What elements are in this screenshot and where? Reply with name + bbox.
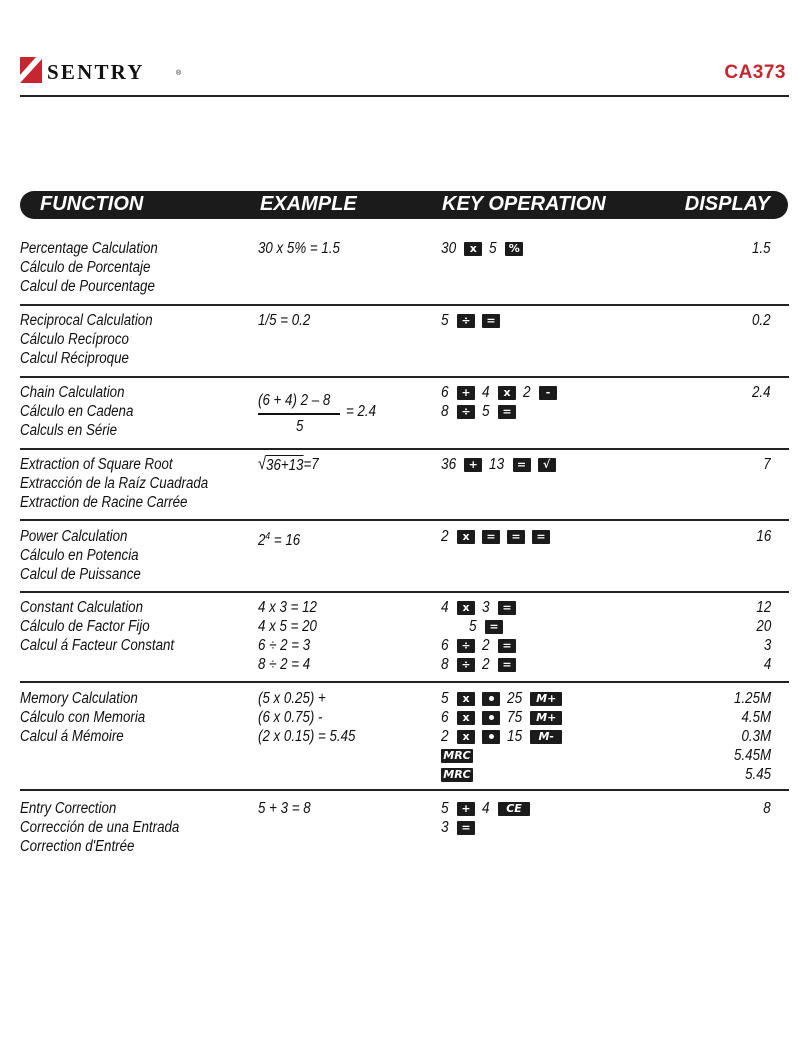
function-name: Cálculo Recíproco: [20, 331, 129, 348]
example: [258, 689, 371, 746]
function-name: Cálculo en Potencia: [20, 547, 139, 564]
function-name: Percentage Calculation: [20, 240, 158, 257]
function-name: Reciprocal Calculation: [20, 312, 153, 329]
table-row: [20, 455, 789, 535]
display-values: [762, 799, 771, 818]
fraction-result: = 2.4: [346, 403, 377, 420]
key-sequence-line: [441, 727, 569, 746]
function-names: [20, 689, 166, 746]
key-sequence-line: [441, 765, 569, 784]
key-digits: 4: [482, 383, 490, 401]
example-line: 6 ÷ 2 = 3: [258, 637, 311, 654]
divide-key: ÷: [457, 658, 475, 672]
example: [258, 239, 353, 258]
display-values: [728, 689, 771, 784]
divide-key: ÷: [457, 314, 475, 328]
table-row: [20, 311, 789, 391]
function-names: [20, 527, 160, 584]
example: [258, 799, 319, 818]
key-digits: 3: [482, 598, 490, 616]
decimal-key: [482, 711, 500, 725]
key-digits: 6: [441, 636, 449, 654]
function-name: Calcul de Puissance: [20, 566, 141, 583]
decimal-key: [482, 692, 500, 706]
example-line: 1/5 = 0.2: [258, 312, 311, 329]
equals-key: =: [513, 458, 531, 472]
display-value: 7: [763, 456, 771, 473]
display-value: 4: [763, 656, 771, 673]
function-name: Extracción de la Raíz Cuadrada: [20, 475, 209, 492]
sqrt-radical: √: [258, 454, 267, 473]
function-name: Extraction de Racine Carrée: [20, 494, 188, 511]
key-operation: [441, 527, 557, 546]
header-divider: [20, 95, 789, 97]
plus-key: +: [464, 458, 482, 472]
function-names: [20, 455, 239, 512]
display-value: 4.5M: [741, 709, 771, 726]
sqrt-key: √: [538, 458, 556, 472]
equals-key: =: [532, 530, 550, 544]
divide-key: ÷: [457, 405, 475, 419]
example-fraction: [258, 391, 398, 435]
key-sequence-line: [441, 527, 557, 546]
key-digits: 5: [441, 311, 449, 329]
memory-plus-key: M+: [530, 692, 562, 706]
key-sequence-line: [441, 598, 523, 617]
key-operation: [441, 455, 563, 474]
key-digits: 2: [523, 383, 531, 401]
function-names: [20, 799, 205, 856]
key-digits: 8: [441, 655, 449, 673]
function-name: Calcul á Mémoire: [20, 728, 124, 745]
multiply-key: x: [457, 530, 475, 544]
key-sequence-line: [441, 383, 564, 402]
equals-key: =: [498, 658, 516, 672]
fraction-bar: [258, 413, 340, 415]
header-example: EXAMPLE: [260, 193, 357, 215]
key-operation: [441, 239, 530, 258]
key-sequence-line: [441, 689, 569, 708]
key-digits: 5: [441, 799, 449, 817]
key-digits: 5: [482, 402, 490, 420]
equals-key: =: [498, 601, 516, 615]
display-values: [749, 239, 771, 258]
display-value: 16: [756, 528, 771, 545]
plus-key: +: [457, 386, 475, 400]
table-row: [20, 383, 789, 463]
key-digits: 8: [441, 402, 449, 420]
header-key-operation: KEY OPERATION: [442, 193, 606, 215]
fraction-denominator: 5: [296, 418, 304, 435]
row-divider: [20, 519, 789, 521]
percent-key: %: [505, 242, 523, 256]
table-row: [20, 689, 789, 783]
key-sequence-line: [441, 617, 523, 636]
function-name: Entry Correction: [20, 800, 117, 817]
example-line: 8 ÷ 2 = 4: [258, 656, 311, 673]
memory-recall-key: MRC: [441, 768, 473, 782]
multiply-key: x: [457, 730, 475, 744]
example-line: 4 x 5 = 20: [258, 618, 317, 635]
equals-key: =: [507, 530, 525, 544]
row-divider: [20, 304, 789, 306]
example-sqrt: [258, 455, 319, 475]
function-name: Extraction of Square Root: [20, 456, 173, 473]
power-result: = 16: [270, 532, 301, 550]
display-value: 2.4: [752, 384, 771, 401]
power-base: 2: [258, 532, 266, 550]
display-value: 12: [756, 599, 771, 616]
example-power: [258, 527, 300, 550]
equals-key: =: [482, 530, 500, 544]
decimal-dot-icon: [489, 715, 494, 720]
model-number: CA373: [724, 62, 786, 83]
equals-key: =: [498, 639, 516, 653]
function-names: [20, 383, 152, 440]
key-digits: 30: [441, 239, 457, 257]
key-digits: 5: [489, 239, 497, 257]
key-digits: 4: [482, 799, 490, 817]
function-names: [20, 598, 199, 655]
key-digits: 15: [507, 727, 523, 745]
table-row: [20, 799, 789, 879]
function-names: [20, 239, 180, 296]
sqrt-radicand: 36+13: [266, 457, 304, 474]
display-values: [749, 383, 771, 402]
function-name: Chain Calculation: [20, 384, 125, 401]
decimal-key: [482, 730, 500, 744]
display-value: 3: [763, 637, 771, 654]
display-value: 1.5: [752, 240, 771, 257]
power-exponent: 4: [265, 531, 271, 542]
example: [258, 311, 319, 330]
key-operation: [441, 383, 564, 421]
key-sequence-line: [441, 746, 569, 765]
plus-key: +: [457, 802, 475, 816]
example-line: 4 x 3 = 12: [258, 599, 317, 616]
key-digits: 25: [507, 689, 523, 707]
display-values: [754, 598, 771, 674]
function-name: Calcul Réciproque: [20, 350, 129, 367]
multiply-key: x: [498, 386, 516, 400]
function-name: Correction d'Entrée: [20, 838, 135, 855]
decimal-dot-icon: [489, 696, 494, 701]
equals-key: =: [498, 405, 516, 419]
key-sequence-line: [441, 818, 537, 837]
multiply-key: x: [464, 242, 482, 256]
function-name: Cálculo en Cadena: [20, 403, 134, 420]
row-divider: [20, 591, 789, 593]
sqrt-result: =7: [303, 456, 319, 473]
function-name: Cálculo de Porcentaje: [20, 259, 151, 276]
key-sequence-line: [441, 239, 530, 258]
header-function: FUNCTION: [40, 193, 144, 215]
key-digits: 36: [441, 455, 457, 473]
key-digits: 6: [441, 708, 449, 726]
display-values: [749, 311, 771, 330]
example-line: 30 x 5% = 1.5: [258, 240, 340, 257]
key-operation: [441, 799, 537, 837]
function-name: Cálculo con Memoria: [20, 709, 146, 726]
key-sequence-line: [441, 799, 537, 818]
header-display: DISPLAY: [684, 193, 770, 215]
key-sequence-line: [441, 455, 563, 474]
key-digits: 2: [482, 655, 490, 673]
table-header: [20, 191, 788, 219]
memory-recall-key: MRC: [441, 749, 473, 763]
key-digits: 5: [469, 617, 477, 635]
function-name: Cálculo de Factor Fijo: [20, 618, 150, 635]
memory-plus-key: M+: [530, 711, 562, 725]
key-operation: [441, 598, 523, 674]
display-value: 5.45M: [733, 747, 771, 764]
example-line: 5 + 3 = 8: [258, 800, 311, 817]
function-name: Calculs en Série: [20, 422, 118, 439]
key-sequence-line: [441, 311, 507, 330]
key-sequence-line: [441, 636, 523, 655]
multiply-key: x: [457, 601, 475, 615]
clear-entry-key: CE: [498, 802, 530, 816]
function-name: Constant Calculation: [20, 599, 144, 616]
function-name: Memory Calculation: [20, 690, 138, 707]
table-row: [20, 239, 789, 319]
table-row: [20, 527, 789, 607]
row-divider: [20, 681, 789, 683]
key-sequence-line: [441, 708, 569, 727]
fraction-numerator: (6 + 4) 2 – 8: [258, 392, 331, 409]
equals-key: =: [485, 620, 503, 634]
display-value: 8: [763, 800, 771, 817]
display-value: 5.45: [745, 766, 771, 783]
registered-mark: ®: [176, 70, 182, 77]
equals-key: =: [457, 821, 475, 835]
example-line: (6 x 0.75) -: [258, 709, 323, 726]
example: [258, 527, 307, 550]
example-line: (2 x 0.15) = 5.45: [258, 728, 356, 745]
table-row: [20, 598, 789, 678]
function-name: Corrección de una Entrada: [20, 819, 180, 836]
display-value: 20: [756, 618, 771, 635]
brand-name: SENTRY: [47, 60, 145, 84]
key-digits: 5: [441, 689, 449, 707]
key-digits: 6: [441, 383, 449, 401]
example: [258, 455, 329, 475]
display-value: 0.3M: [741, 728, 771, 745]
sentry-logo-mark-icon: [20, 57, 42, 83]
minus-key: -: [539, 386, 557, 400]
divide-key: ÷: [457, 639, 475, 653]
key-digits: 13: [489, 455, 505, 473]
multiply-key: x: [457, 692, 475, 706]
memory-minus-key: M-: [530, 730, 562, 744]
row-divider: [20, 448, 789, 450]
example-line: (5 x 0.25) +: [258, 690, 326, 707]
example: [258, 391, 398, 435]
key-operation: [441, 689, 569, 784]
function-name: Calcul á Facteur Constant: [20, 637, 175, 654]
display-values: [762, 455, 771, 474]
row-divider: [20, 376, 789, 378]
key-digits: 2: [441, 727, 449, 745]
equals-key: =: [482, 314, 500, 328]
key-digits: 2: [441, 527, 449, 545]
key-digits: 2: [482, 636, 490, 654]
multiply-key: x: [457, 711, 475, 725]
key-digits: 3: [441, 818, 449, 836]
example: [258, 598, 327, 674]
key-sequence-line: [441, 402, 564, 421]
key-digits: 4: [441, 598, 449, 616]
display-value: 1.25M: [733, 690, 771, 707]
function-name: Power Calculation: [20, 528, 128, 545]
display-value: 0.2: [752, 312, 771, 329]
key-sequence-line: [441, 655, 523, 674]
function-names: [20, 311, 174, 368]
decimal-dot-icon: [489, 734, 494, 739]
row-divider: [20, 789, 789, 791]
key-operation: [441, 311, 507, 330]
display-values: [754, 527, 771, 546]
function-name: Calcul de Pourcentage: [20, 278, 155, 295]
key-digits: 75: [507, 708, 523, 726]
